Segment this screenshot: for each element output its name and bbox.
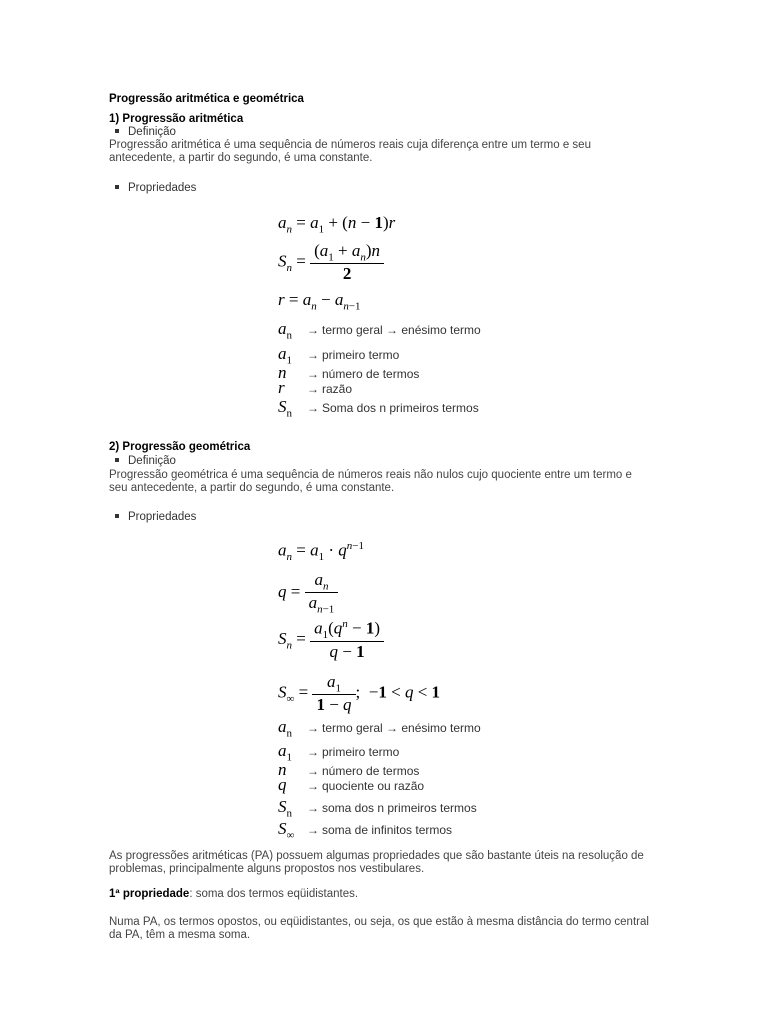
legend-text: primeiro termo [322,348,400,362]
pg-formula-ratio: q = $\frac{a_n}{a_{n-1}}$ [278,570,338,616]
bullet-icon [115,185,119,189]
arrow-right-icon: → [307,348,319,362]
legend-symbol: $a_n$ [278,319,292,342]
legend-text: número de termos [322,764,420,778]
legend-text: Soma dos n primeiros termos [322,401,479,415]
arrow-right-icon: → [307,823,319,837]
legend-symbol: n [278,363,287,382]
legend-symbol: $a_1$ [278,344,292,367]
bullet-icon [115,514,119,518]
legend-item [278,717,481,739]
legend-text: soma de infinitos termos [322,823,453,837]
arrow-right-icon: → [307,721,319,735]
legend-symbol: $a_n$ [278,717,292,740]
intro-paragraph: As progressões aritméticas (PA) possuem algumas propriedades que são bastante úteis na resolução de problemas, principalmente alguns propostos nos vestibulares. [109,850,644,875]
pg-heading: 2) Progressão geométrica [109,441,251,453]
legend-symbol: r [278,378,285,397]
pa-definition: Progressão aritmética é uma sequência de números reais cuja diferença entre um termo e seu antecedente, a partir do segundo, é uma constante. [109,139,591,164]
arrow-right-icon: → [307,367,319,381]
legend-text: termo geral → enésimo termo [322,721,481,735]
pa-bullet-definition: Definição [115,126,176,139]
pg-bullet-properties: Propriedades [115,511,196,524]
legend-symbol: $S_n$ [278,397,292,420]
legend-item [278,319,481,341]
legend-text: razão [322,382,353,396]
pa-formula-general-term: $a_n = a_1 + (n - 1)r$ [278,213,396,236]
page-title: Progressão aritmética e geométrica [109,93,304,105]
legend-item [278,819,452,841]
bullet-icon [115,458,119,462]
legend-symbol: n [278,760,287,779]
arrow-right-icon: → [307,745,319,759]
bullet-icon [115,129,119,133]
legend-item [278,775,424,795]
pa-formula-ratio: $r = a_n - a_{n-1}$ [278,290,361,313]
legend-symbol: q [278,775,287,794]
legend-item [278,378,352,398]
pa-bullet-properties: Propriedades [115,182,196,195]
legend-text: soma dos n primeiros termos [322,801,477,815]
arrow-right-icon: → [307,382,319,396]
arrow-right-icon: → [307,801,319,815]
arrow-right-icon: → [307,779,319,793]
legend-item [278,797,477,819]
legend-text: termo geral → enésimo termo [322,323,481,337]
pg-definition: Progressão geométrica é uma sequência de números reais não nulos cujo quociente entre um termo e seu antecedente, a partir do segundo, é uma constante. [109,469,632,494]
pg-formula-general-term: $a_n = a_1 \cdot q^{n-1}$ [278,540,364,564]
pg-bullet-definition: Definição [115,455,176,468]
legend-text: número de termos [322,367,420,381]
pa-heading: 1) Progressão aritmética [109,113,244,125]
legend-symbol: $S_\infty$ [278,819,295,842]
legend-text: quociente ou razão [322,779,425,793]
arrow-right-icon: → [307,323,319,337]
arrow-right-icon: → [307,401,319,415]
pg-formula-sum: $S_n$ = $\frac{a_1(q^n - 1)}{q - 1}$ [278,618,384,662]
legend-symbol: $S_n$ [278,797,292,820]
legend-symbol: $a_1$ [278,741,292,764]
pg-formula-infinite-sum: $S_\infty$ = $\frac{a_1}{1 - q}$ ; −1 < q < 1 [278,672,441,715]
legend-item [278,397,479,419]
property-1: 1ª propriedade: soma dos termos eqüidistantes. [109,888,359,900]
arrow-right-icon: → [307,764,319,778]
pa-formula-sum: $S_n$ = $\frac{(a_1 + a_n)n}{2}$ [278,241,384,284]
property-1-paragraph: Numa PA, os termos opostos, ou eqüidistantes, ou seja, os que estão à mesma distância do termo central da PA, têm a mesma soma. [109,916,649,941]
legend-text: primeiro termo [322,745,400,759]
